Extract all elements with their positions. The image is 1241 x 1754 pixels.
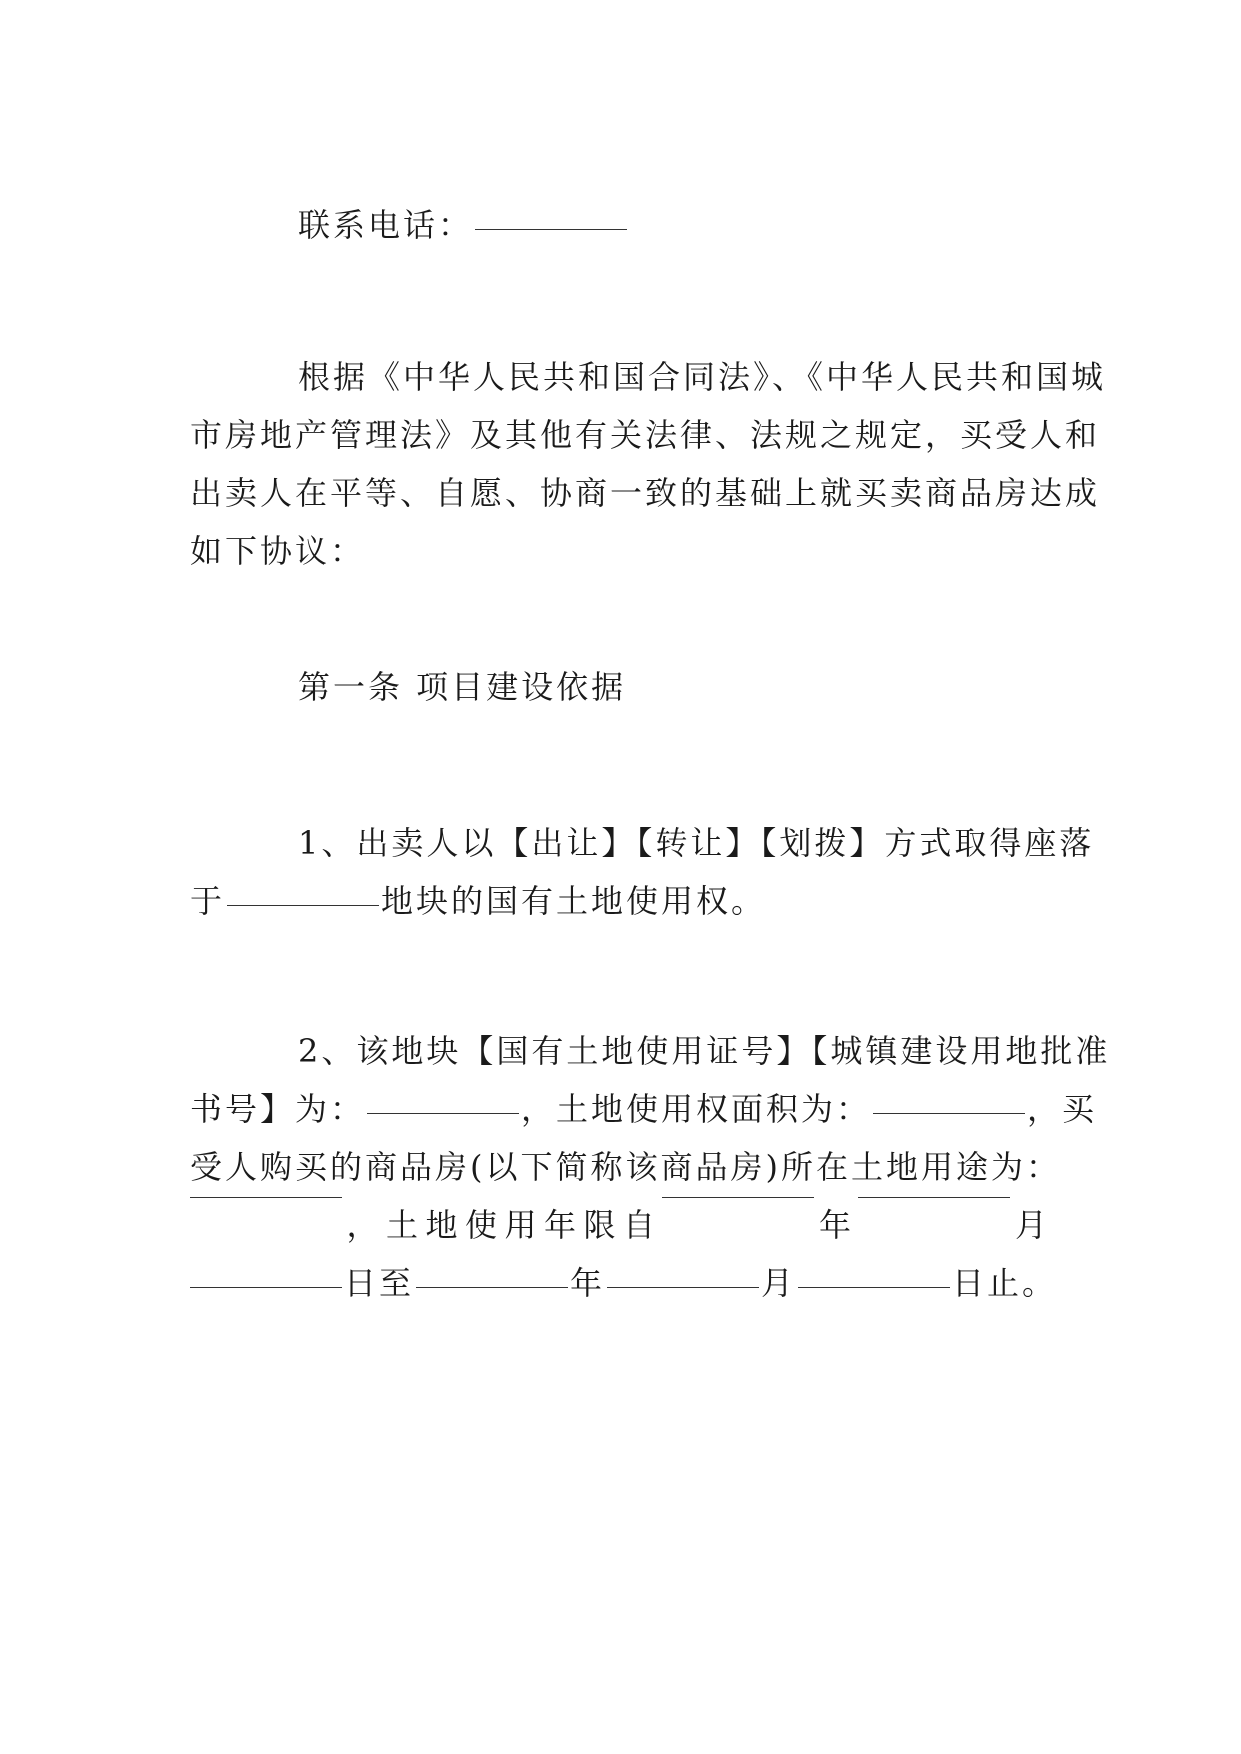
item-2-day-to: 日至 xyxy=(344,1264,415,1302)
article-1-heading-text: 第一条 项目建设依据 xyxy=(298,668,627,706)
preamble-line-1: 根据《中华人民共和国合同法》、《中华人民共和国城 xyxy=(298,358,1107,396)
item-1-line-2 xyxy=(190,872,1050,930)
item-2-end-month-label: 月 xyxy=(761,1264,797,1302)
item-1-paragraph xyxy=(190,814,1095,930)
item-2-char-5: 年 xyxy=(543,1206,579,1244)
end-month-blank xyxy=(607,1286,759,1288)
preamble-line-3: 出卖人在平等、自愿、协商一致的基础上就买卖商品房达成 xyxy=(190,474,1101,512)
item-2-line-3: 受人购买的商品房(以下简称该商品房)所在土地用途为： xyxy=(190,1148,1061,1186)
item-2-line-1: 2、该地块【国有土地使用证号】【城镇建设用地批准 xyxy=(298,1032,1111,1070)
start-month-blank xyxy=(858,1196,1010,1198)
item-2-char-3: 使 xyxy=(464,1206,500,1244)
contact-phone-blank xyxy=(475,228,627,230)
item-2-end-day-label: 日止。 xyxy=(952,1264,1058,1302)
land-use-blank xyxy=(190,1196,342,1198)
preamble-line-2: 市房地产管理法》及其他有关法律、法规之规定，买受人和 xyxy=(190,416,1101,454)
item-2-char-4: 用 xyxy=(504,1206,540,1244)
land-location-blank xyxy=(227,904,379,906)
item-2-end-year-label: 年 xyxy=(570,1264,606,1302)
item-2-char-7: 自 xyxy=(622,1206,658,1244)
item-2-comma: ， xyxy=(346,1206,382,1244)
item-2-text-c: ，买 xyxy=(1027,1090,1098,1128)
end-year-blank xyxy=(416,1286,568,1288)
item-2-char-1: 土 xyxy=(385,1206,421,1244)
item-1-text-a: 于 xyxy=(190,882,226,920)
preamble-paragraph xyxy=(190,348,1107,580)
item-2-char-2: 地 xyxy=(425,1206,461,1244)
item-1-text-b: 地块的国有土地使用权。 xyxy=(381,882,767,920)
item-1-line-1: 1、出卖人以【出让】【转让】【划拨】方式取得座落 xyxy=(298,824,1095,862)
article-1-heading xyxy=(298,658,1158,716)
start-day-blank xyxy=(190,1286,342,1288)
item-2-char-6: 限 xyxy=(583,1206,619,1244)
end-day-blank xyxy=(798,1286,950,1288)
preamble-line-4: 如下协议： xyxy=(190,532,366,570)
item-2-month-label: 月 xyxy=(1014,1206,1050,1244)
item-2-paragraph xyxy=(190,1022,1111,1312)
item-2-text-b: ，土地使用权面积为： xyxy=(521,1090,872,1128)
contact-phone-line xyxy=(298,196,1158,254)
item-2-text-a: 书号】为： xyxy=(190,1090,366,1128)
item-2-line-5 xyxy=(190,1254,1058,1312)
start-year-blank xyxy=(662,1196,814,1198)
item-2-line-4 xyxy=(190,1196,1050,1254)
item-2-line-2 xyxy=(190,1080,1098,1138)
certificate-number-blank xyxy=(367,1112,519,1114)
item-2-year-label: 年 xyxy=(818,1206,854,1244)
contact-phone-label: 联系电话： xyxy=(298,206,474,244)
land-area-blank xyxy=(873,1112,1025,1114)
